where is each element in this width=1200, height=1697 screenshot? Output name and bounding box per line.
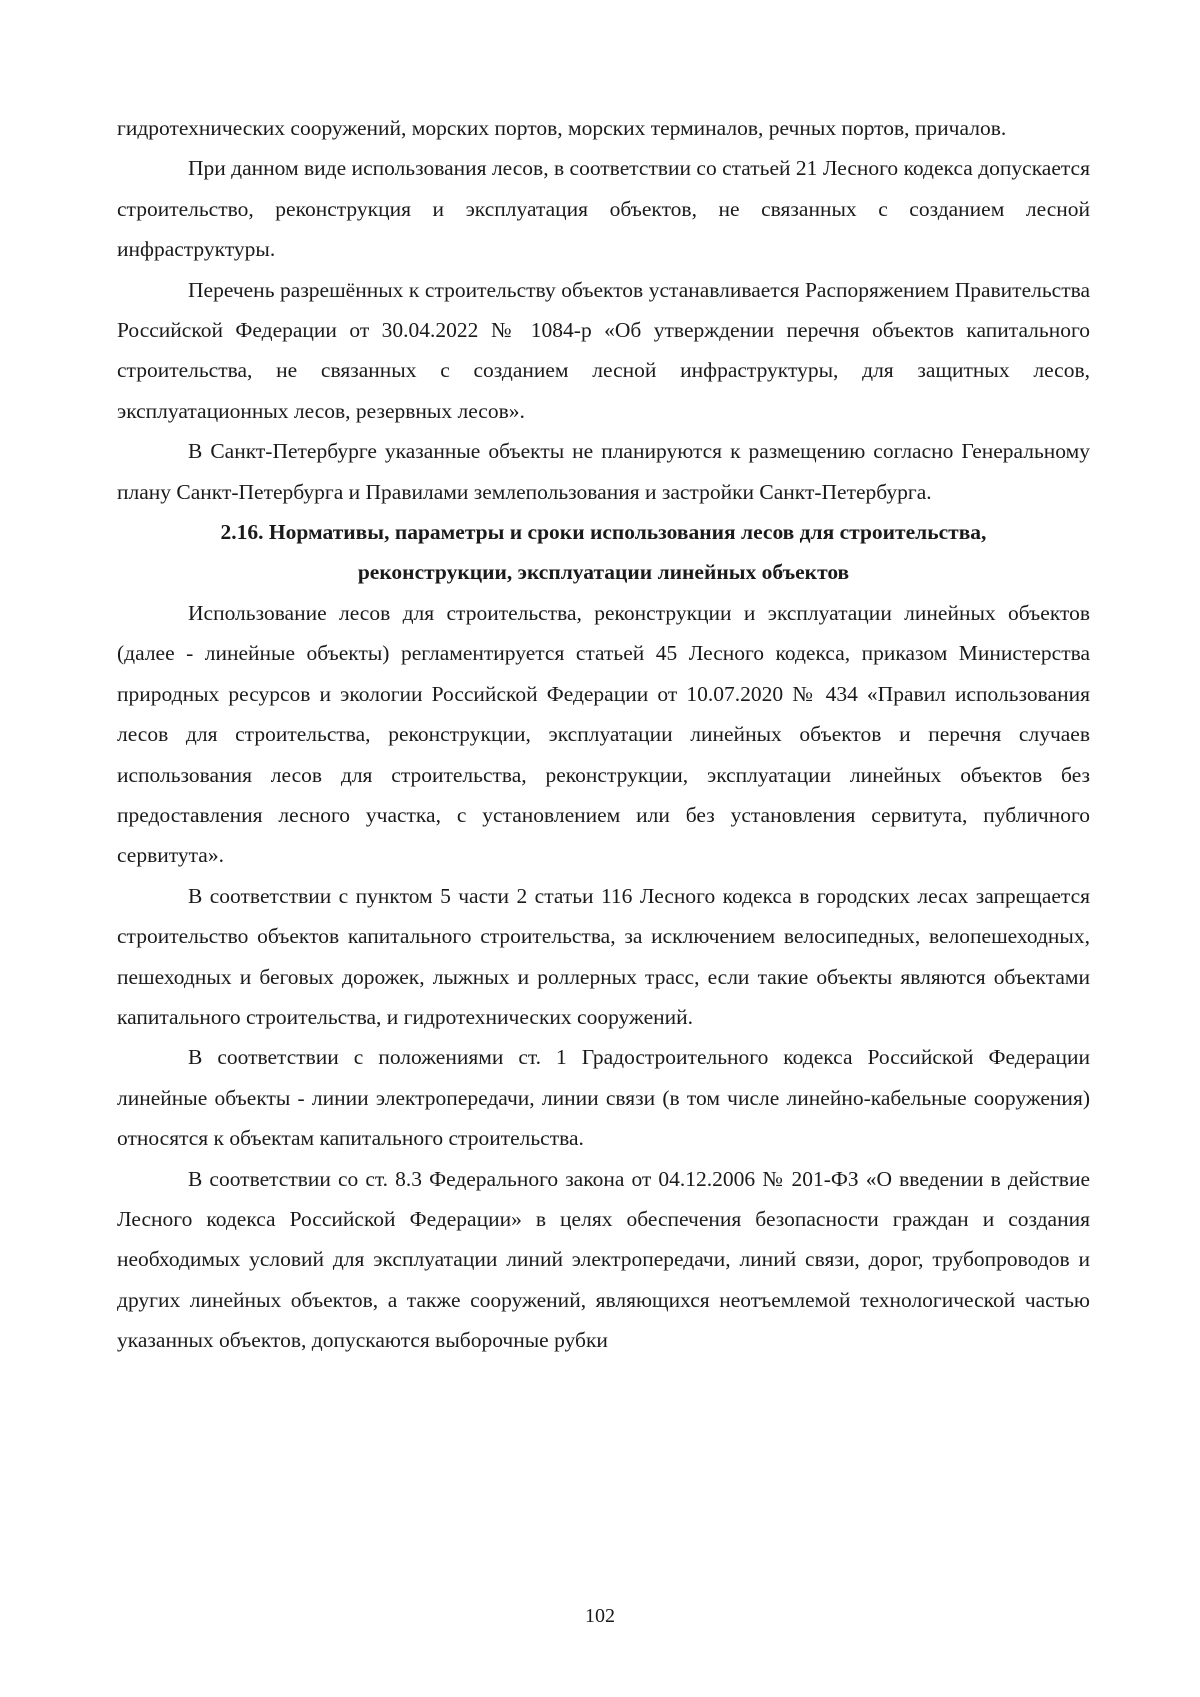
paragraph-saint-petersburg: В Санкт-Петербурге указанные объекты не планируются к размещению согласно Генеральному плану Санкт-Петербурга и Правилами землепользования и застройки Санкт-Петербурга.	[117, 439, 1090, 504]
paragraph-construction-allowed: При данном виде использования лесов, в соответствии со статьей 21 Лесного кодекса допускается строительство, реконструкция и эксплуатация объектов, не связанных с созданием лесной инфраструктуры.	[117, 156, 1090, 262]
page-number: 102	[585, 1605, 615, 1627]
paragraph-continuation: гидротехнических сооружений, морских портов, морских терминалов, речных портов, причалов.	[117, 116, 1007, 140]
paragraph-linear-objects-regulation: Использование лесов для строительства, реконструкции и эксплуатации линейных объектов (далее - линейные объекты) регламентируется статьей 45 Лесного кодекса, приказом Министерства природных ресурсов и экологии Российской Федерации от 10.07.2020 № 434 «Правил использования лесов для строительства, реконструкции, эксплуатации линейных объектов и перечня случаев использования лесов для строительства, реконструкции, эксплуатации линейных объектов без предоставления лесного участка, с установлением или без установления сервитута, публичного сервитута».	[117, 600, 1090, 868]
paragraph-urban-planning-code: В соответствии с положениями ст. 1 Градостроительного кодекса Российской Федерации линейные объекты - линии электропередачи, линии связи (в том числе линейно-кабельные сооружения) относятся к объектам капитального строительства.	[117, 1045, 1090, 1151]
section-heading: 2.16. Нормативы, параметры и сроки использования лесов для строительства, реконструкции, эксплуатации линейных объектов	[220, 520, 987, 585]
paragraph-urban-forests-prohibition: В соответствии с пунктом 5 части 2 статьи 116 Лесного кодекса в городских лесах запрещается строительство объектов капитального строительства, за исключением велосипедных, велопешеходных, пешеходных и беговых дорожек, лыжных и роллерных трасс, если такие объекты являются объектами капитального строительства, и гидротехнических сооружений.	[117, 883, 1090, 1029]
paragraph-federal-law-201: В соответствии со ст. 8.3 Федерального закона от 04.12.2006 № 201-ФЗ «О введении в действие Лесного кодекса Российской Федерации» в целях обеспечения безопасности граждан и создания необходимых условий для эксплуатации линий электропередачи, линий связи, дорог, трубопроводов и других линейных объектов, а также сооружений, являющихся неотъемлемой технологической частью указанных объектов, допускаются выборочные рубки	[117, 1166, 1090, 1353]
paragraph-permitted-objects-list: Перечень разрешённых к строительству объектов устанавливается Распоряжением Правительства Российской Федерации от 30.04.2022 № 1084-р «Об утверждении перечня объектов капитального строительства, не связанных с созданием лесной инфраструктуры, для защитных лесов, эксплуатационных лесов, резервных лесов».	[117, 277, 1090, 423]
document-body	[117, 108, 1090, 1361]
